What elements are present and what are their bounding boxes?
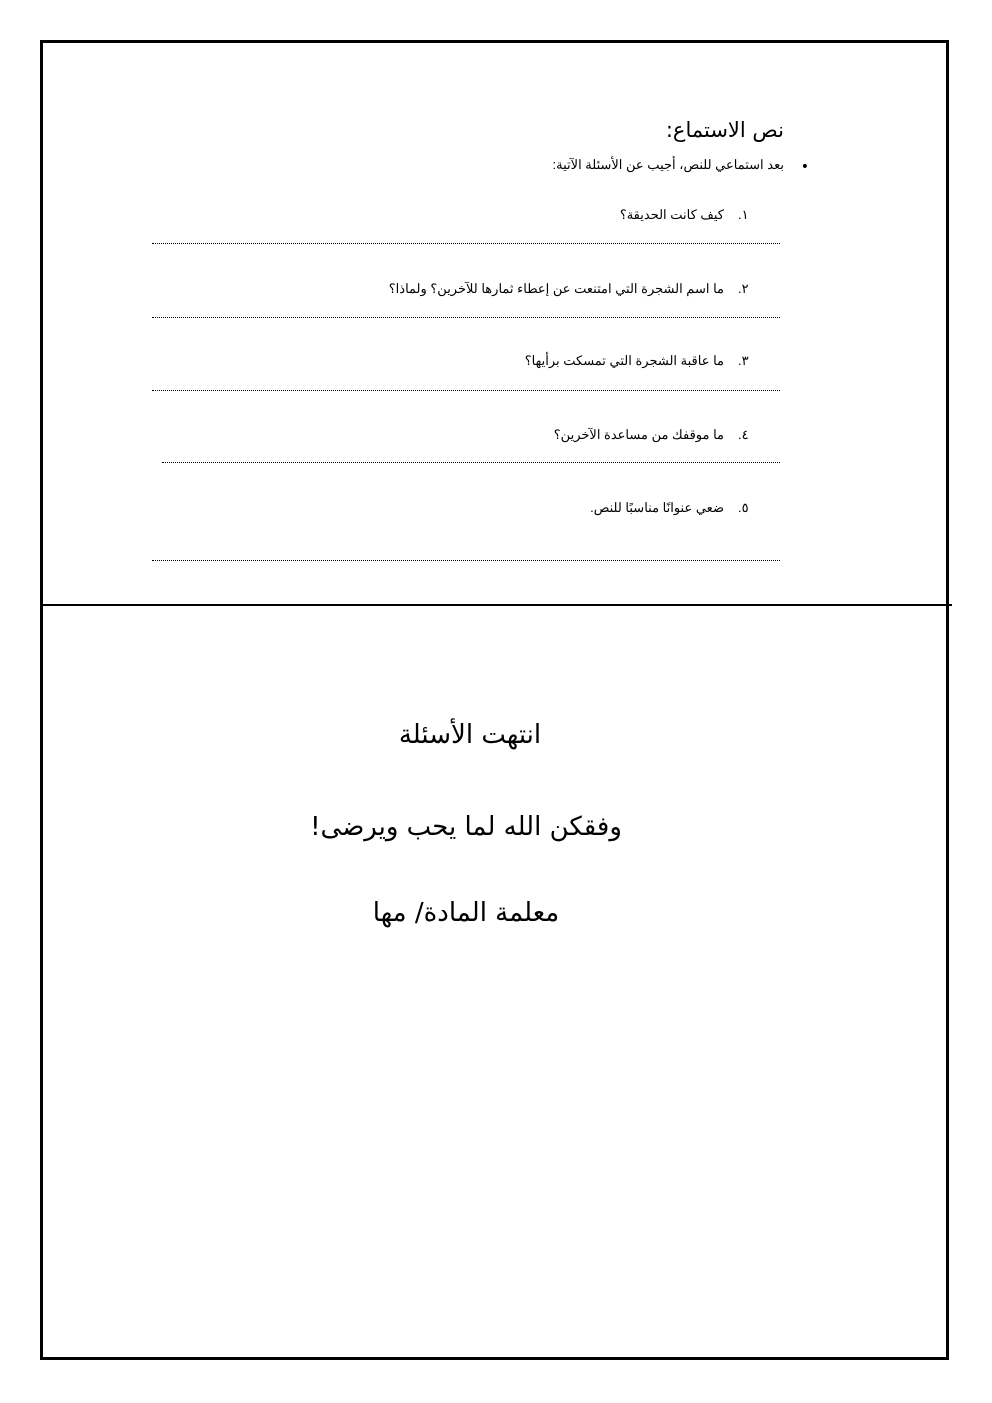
question-number: .٢ <box>738 281 749 296</box>
question-number: .١ <box>738 207 749 222</box>
bullet-icon: • <box>800 159 809 175</box>
question-number: .٤ <box>738 427 749 442</box>
question-text: ما اسم الشجرة التي امتنعت عن إعطاء ثمارها للآخرين؟ ولماذا؟ <box>388 281 724 296</box>
question-text: ضعي عنوانًا مناسبًا للنص. <box>590 500 724 515</box>
instruction-text: بعد استماعي للنص، أجيب عن الأسئلة الآتية: <box>552 157 784 172</box>
question-number: .٥ <box>738 500 749 515</box>
page-frame <box>40 40 949 1360</box>
question-text: كيف كانت الحديقة؟ <box>619 207 724 222</box>
answer-line[interactable] <box>152 390 780 391</box>
answer-line[interactable] <box>152 317 780 318</box>
question-text: ما عاقبة الشجرة التي تمسكت برأيها؟ <box>524 353 724 368</box>
wish <box>0 812 992 842</box>
question-number: .٣ <box>738 353 749 368</box>
question-text: ما موقفك من مساعدة الآخرين؟ <box>553 427 724 442</box>
end-note-text: انتهت الأسئلة <box>398 720 542 750</box>
teacher-text: معلمة المادة/ مها <box>372 898 560 928</box>
wish-text: وفقكن الله لما يحب ويرضى! <box>310 812 622 842</box>
answer-line[interactable] <box>152 560 780 561</box>
answer-line[interactable] <box>152 243 780 244</box>
answer-line[interactable] <box>162 462 780 463</box>
section-divider <box>40 604 952 606</box>
end-note <box>0 720 992 750</box>
section-title: نص الاستماع: <box>665 118 784 142</box>
teacher-signature <box>0 898 992 928</box>
